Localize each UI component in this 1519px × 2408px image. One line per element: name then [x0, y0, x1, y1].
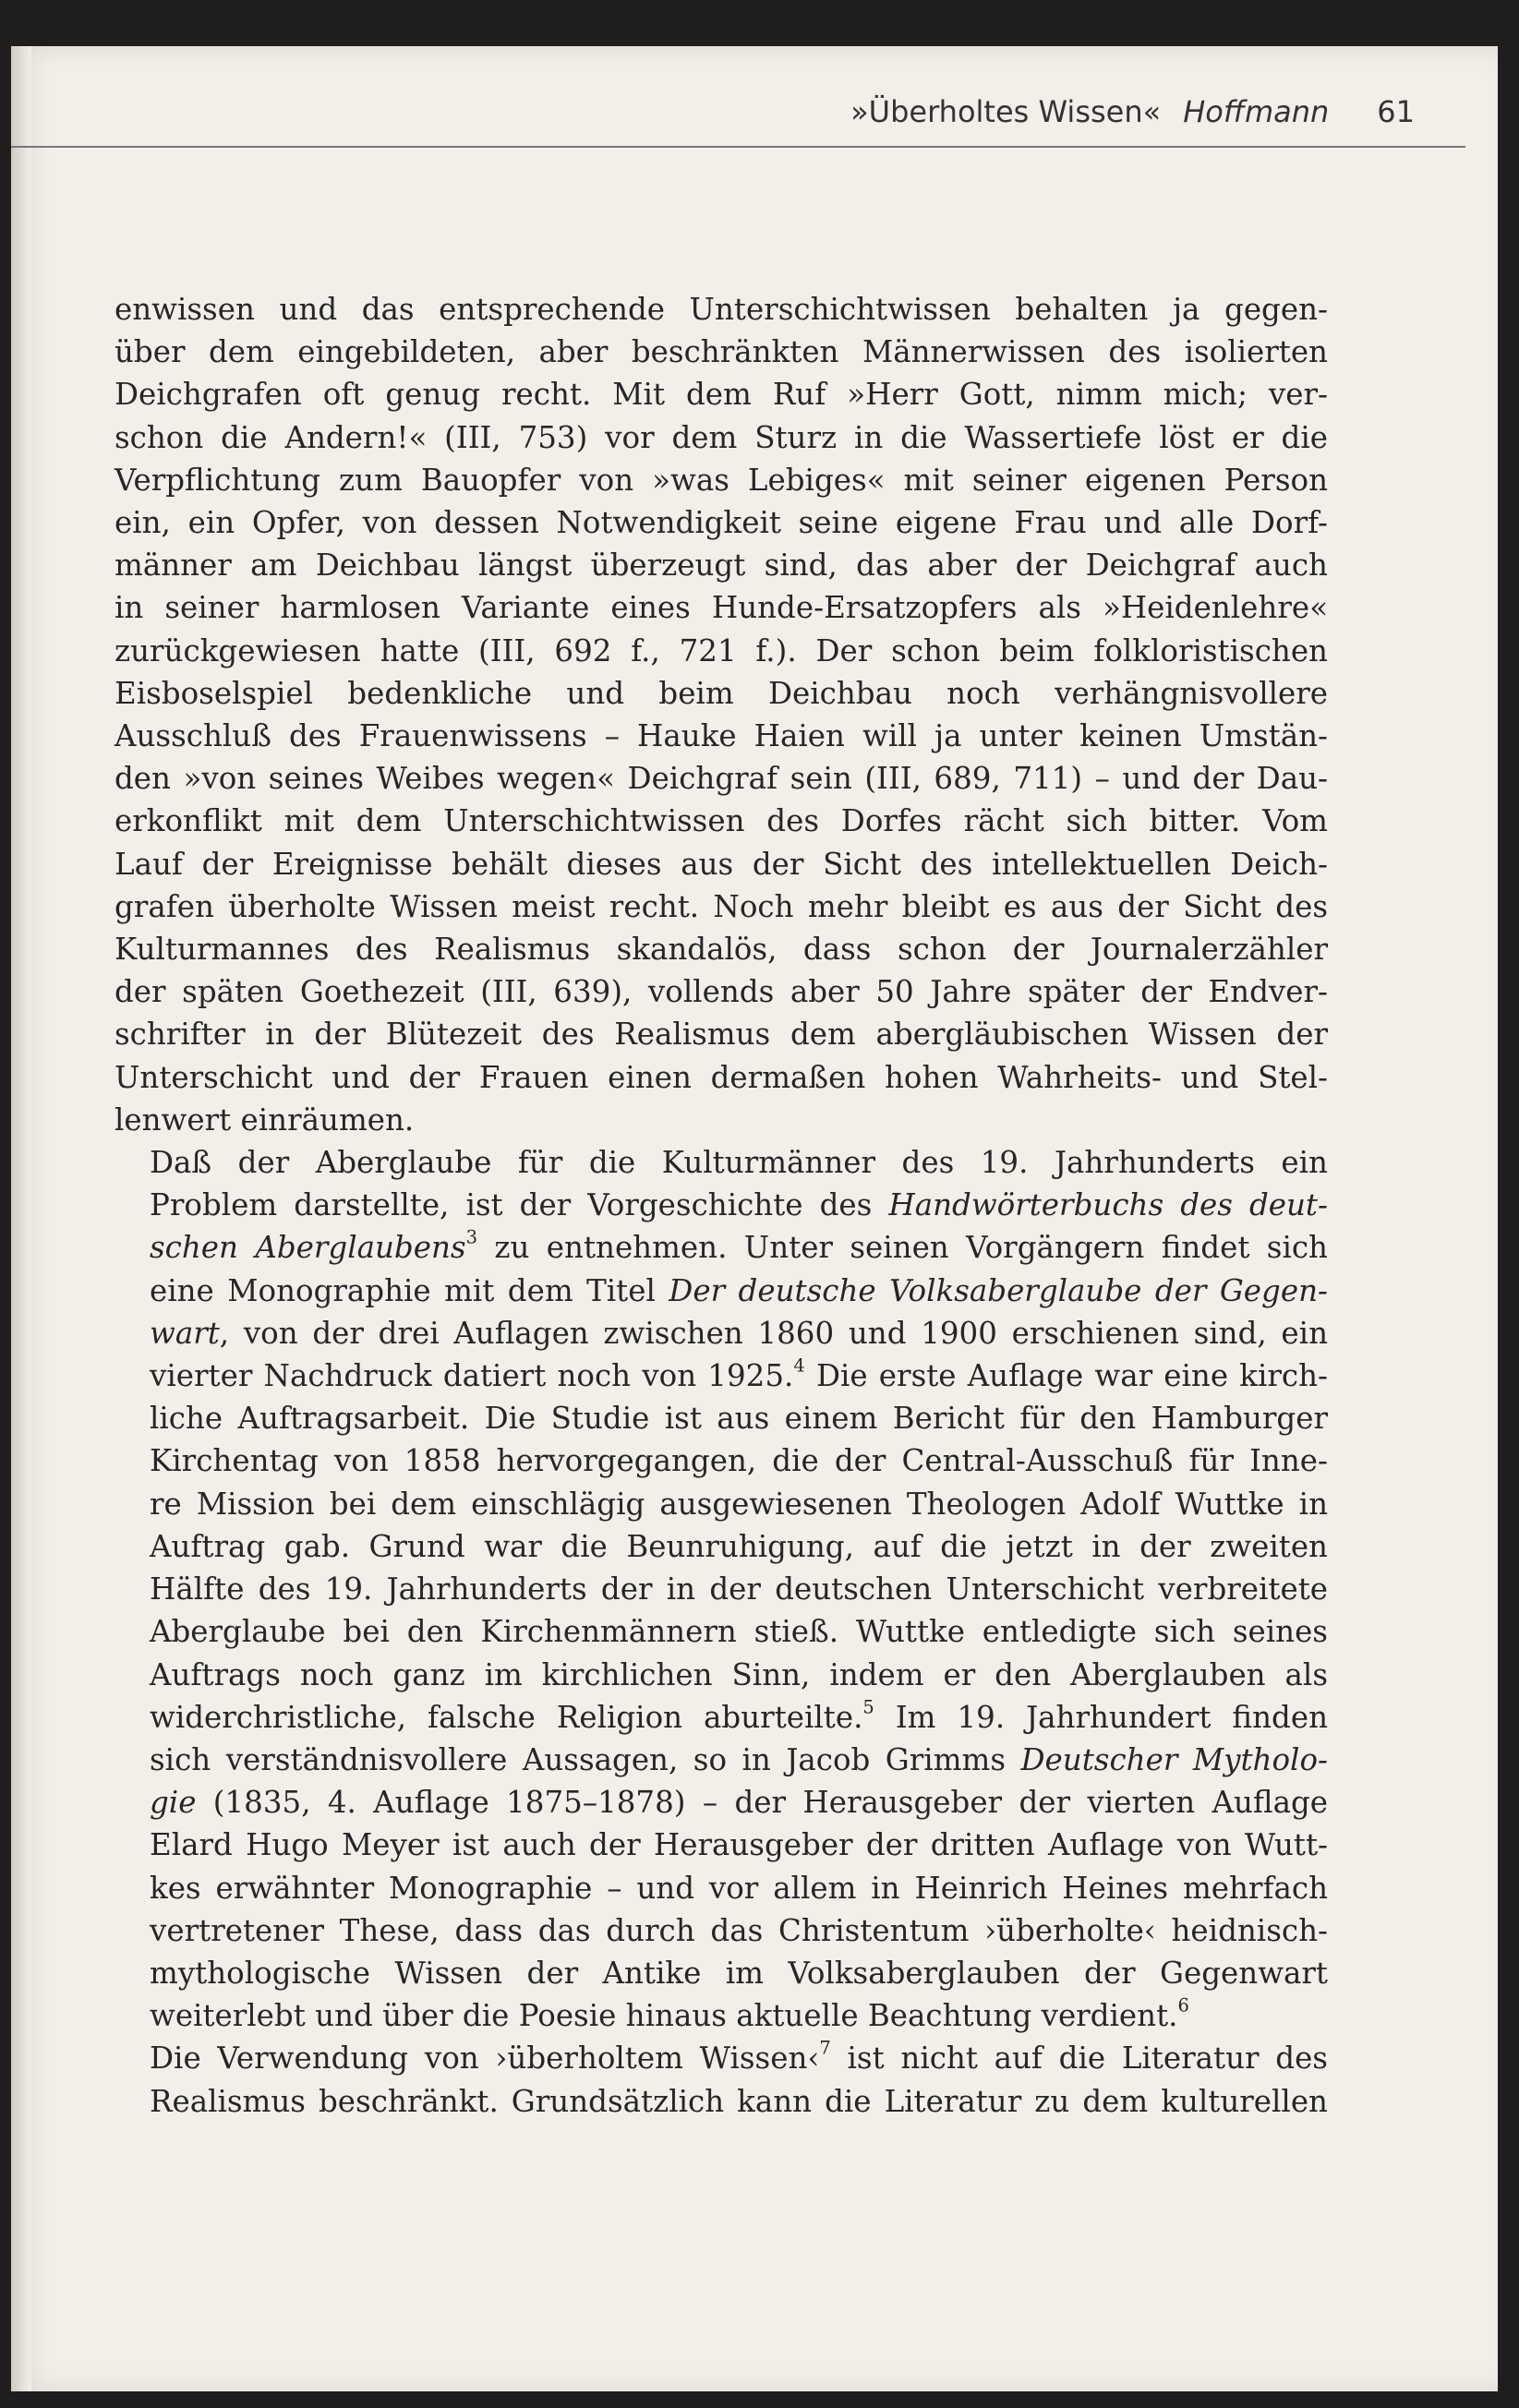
text-line: eine Monographie mit dem Titel Der deutsche Volksaberglaube der Gegen- [150, 1272, 1328, 1308]
text-line: schon die Andern!« (III, 753) vor dem Sturz in die Wassertiefe löst er die [115, 419, 1328, 455]
text-line: sich verständnisvollere Aussagen, so in Jacob Grimms Deutscher Mytholo- [150, 1741, 1328, 1777]
body-text [115, 288, 1328, 2123]
paragraph [115, 288, 1328, 1141]
text-line: kes erwähnter Monographie – und vor allem in Heinrich Heines mehrfach [150, 1870, 1328, 1906]
page-gutter-shadow [11, 46, 31, 2391]
text-line: widerchristliche, falsche Religion aburteilte.$^5$ Im 19. Jahrhundert finden [150, 1696, 1328, 1735]
paragraph [115, 2037, 1328, 2122]
text-line: der späten Goethezeit (III, 639), vollends aber 50 Jahre später der Endver- [115, 974, 1328, 1010]
text-line: Kirchentag von 1858 hervorgegangen, die der Central-Ausschuß für Inne- [150, 1443, 1328, 1479]
text-line: Eisboselspiel bedenkliche und beim Deichbau noch verhängnisvollere [115, 675, 1328, 711]
text-line: vierter Nachdruck datiert noch von 1925.$^4$ Die erste Auflage war eine kirch- [150, 1354, 1328, 1394]
text-line: weiterlebt und über die Poesie hinaus aktuelle Beachtung verdient.$^6$ [150, 1994, 1189, 2034]
footnote-ref: 3 [465, 1226, 477, 1248]
text-line: Elard Hugo Meyer ist auch der Herausgeber der dritten Auflage von Wutt- [150, 1827, 1328, 1863]
text-line: schrifter in der Blütezeit des Realismus dem abergläubischen Wissen der [115, 1017, 1328, 1053]
text-line: schen Aberglaubens$^3$ zu entnehmen. Unter seinen Vorgängern findet sich [150, 1226, 1328, 1266]
text-line: Auftrags noch ganz im kirchlichen Sinn, indem er den Aberglauben als [150, 1656, 1328, 1692]
text-line: in seiner harmlosen Variante eines Hunde-Ersatzopfers als »Heidenlehre« [115, 590, 1328, 626]
footnote-ref: 5 [862, 1696, 874, 1718]
running-author: Hoffmann [1183, 94, 1330, 129]
text-line: Unterschicht und der Frauen einen dermaßen hohen Wahrheits- und Stel- [115, 1059, 1328, 1095]
text-line: zurückgewiesen hatte (III, 692 f., 721 f.). Der schon beim folkloristischen [115, 632, 1328, 668]
text-line: ein, ein Opfer, von dessen Notwendigkeit seine eigene Frau und alle Dorf- [115, 505, 1328, 541]
text-line: Kulturmannes des Realismus skandalös, dass schon der Journalerzähler [115, 932, 1328, 968]
text-line: Hälfte des 19. Jahrhunderts der in der deutschen Unterschicht verbreitete [150, 1571, 1328, 1607]
text-line: enwissen und das entsprechende Unterschichtwissen behalten ja gegen- [115, 292, 1328, 327]
text-line: Lauf der Ereignisse behält dieses aus der Sicht des intellektuellen Deich- [115, 846, 1328, 882]
text-line: Daß der Aberglaube für die Kulturmänner des 19. Jahrhunderts ein [150, 1145, 1328, 1181]
text-line: Ausschluß des Frauenwissens – Hauke Haien will ja unter keinen Umstän- [115, 718, 1328, 754]
text-line: re Mission bei dem einschlägig ausgewiesenen Theologen Adolf Wuttke in [150, 1486, 1328, 1522]
book-title: wart [150, 1315, 220, 1351]
text-line: Deichgrafen oft genug recht. Mit dem Ruf »Herr Gott, nimm mich; ver- [115, 377, 1328, 413]
text-line: den »von seines Weibes wegen« Deichgraf sein (III, 689, 711) – und der Dau- [115, 761, 1328, 797]
book-title: gie [150, 1785, 197, 1821]
text-line: wart, von der drei Auflagen zwischen 1860 und 1900 erschienen sind, ein [150, 1315, 1328, 1351]
text-line: männer am Deichbau längst überzeugt sind, das aber der Deichgraf auch [115, 548, 1328, 584]
text-line: Auftrag gab. Grund war die Beunruhigung, auf die jetzt in der zweiten [150, 1528, 1328, 1564]
text-line: Die Verwendung von ›überholtem Wissen‹$^7$ ist nicht auf die Literatur des [150, 2037, 1328, 2077]
text-line: erkonflikt mit dem Unterschichtwissen des Dorfes rächt sich bitter. Vom [115, 803, 1328, 839]
page-number: 61 [1377, 94, 1415, 129]
text-line: lenwert einräumen. [115, 1102, 415, 1138]
text-line: vertretener These, dass das durch das Christentum ›überholte‹ heidnisch- [150, 1912, 1328, 1948]
footnote-ref: 4 [793, 1354, 805, 1377]
text-line: grafen überholte Wissen meist recht. Noch mehr bleibt es aus der Sicht des [115, 888, 1328, 924]
book-title: Der deutsche Volksaberglaube der Gegen- [669, 1272, 1328, 1308]
footnote-ref: 7 [819, 2037, 831, 2059]
footnote-ref: 6 [1177, 1994, 1189, 2017]
text-line: Verpflichtung zum Bauopfer von »was Lebiges« mit seiner eigenen Person [115, 462, 1328, 498]
text-line: liche Auftragsarbeit. Die Studie ist aus einem Bericht für den Hamburger [150, 1401, 1328, 1437]
book-page [11, 46, 1498, 2391]
book-title: Deutscher Mytholo- [1020, 1741, 1328, 1777]
header-rule [11, 146, 1465, 148]
text-line: Problem darstellte, ist der Vorgeschichte des Handwörterbuchs des deut- [150, 1187, 1328, 1223]
text-line: über dem eingebildeten, aber beschränkten Männerwissen des isolierten [115, 334, 1328, 370]
text-line: mythologische Wissen der Antike im Volksaberglauben der Gegenwart [150, 1955, 1328, 1991]
text-line: Aberglaube bei den Kirchenmännern stieß. Wuttke entledigte sich seines [150, 1614, 1328, 1650]
book-title: Handwörterbuchs des deut- [888, 1187, 1328, 1223]
text-line: Realismus beschränkt. Grundsätzlich kann die Literatur zu dem kulturellen [150, 2083, 1328, 2119]
paragraph [115, 1141, 1328, 2037]
text-line: gie (1835, 4. Auflage 1875–1878) – der Herausgeber der vierten Auflage [150, 1785, 1328, 1821]
running-header [11, 94, 1415, 129]
running-title: »Überholtes Wissen« [850, 94, 1162, 129]
book-title: schen Aberglaubens [150, 1230, 466, 1266]
